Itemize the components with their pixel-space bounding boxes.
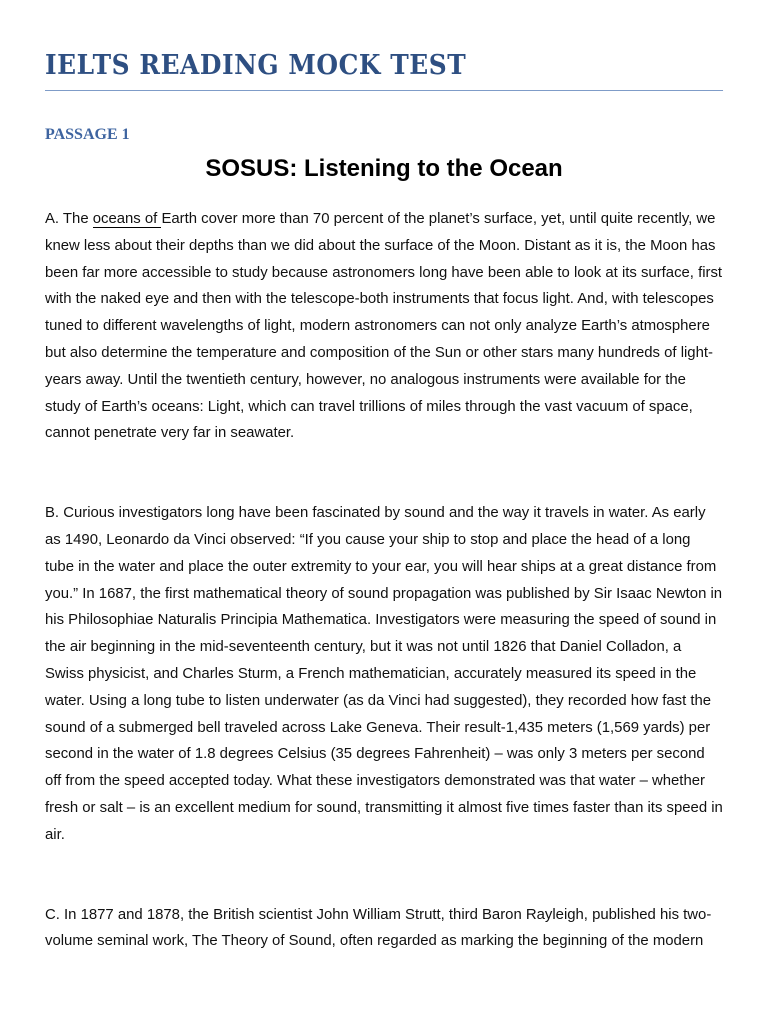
paragraph-c: C. In 1877 and 1878, the British scientist John William Strutt, third Baron Rayleigh, published his two-volume seminal work, The Theory of Sound, often regarded as marking the beginning of the modern: [45, 906, 712, 950]
passage-title: SOSUS: Listening to the Ocean: [205, 155, 563, 182]
passage-label: PASSAGE 1: [45, 126, 130, 143]
paragraph-b: B. Curious investigators long have been fascinated by sound and the way it travels in water. As early as 1490, Leonardo da Vinci observed: “If you cause your ship to stop and place the head of a long tube in the water and place the outer extremity to your ear, you will hear ships at a great distance from you.” In 1687, the first mathematical theory of sound propagation was published by Sir Isaac Newton in his Philosophiae Naturalis Principia Mathematica. Investigators were measuring the speed of sound in the air beginning in the mid-seventeenth century, but it was not until 1826 that Daniel Colladon, a Swiss physicist, and Charles Sturm, a French mathematician, accurately measured its speed in the water. Using a long tube to listen underwater (as da Vinci had suggested), they recorded how fast the sound of a submerged bell traveled across Lake Geneva. Their result-1,435 meters (1,569 yards) per second in the water of 1.8 degrees Celsius (35 degrees Fahrenheit) – was only 3 meters per second off from the speed accepted today. What these investigators demonstrated was that water – whether fresh or salt – is an excellent medium for sound, transmitting it almost five times faster than its speed in air.: [45, 505, 723, 843]
paragraph-a: [45, 206, 723, 447]
paragraph-a-prefix: A. The: [45, 211, 93, 227]
document-heading: IELTS READING MOCK TEST: [45, 48, 723, 91]
paragraph-a-text: Earth cover more than 70 percent of the planet’s surface, yet, until quite recently, we knew less about their depths than we did about the surface of the Moon. Distant as it is, the Moon has been far more accessible to study because astronomers long have been able to look at its surface, first with the naked eye and then with the telescope-both instruments that focus light. And, with telescopes tuned to different wavelengths of light, modern astronomers can not only analyze Earth’s atmosphere but also determine the temperature and composition of the Sun or other stars many hundreds of light-years away. Until the twentieth century, however, no analogous instruments were available for the study of Earth’s oceans: Light, which can travel trillions of miles through the vast vacuum of space, cannot penetrate very far in seawater.: [45, 211, 723, 442]
paragraph-a-marked-text: oceans of: [92, 211, 162, 227]
